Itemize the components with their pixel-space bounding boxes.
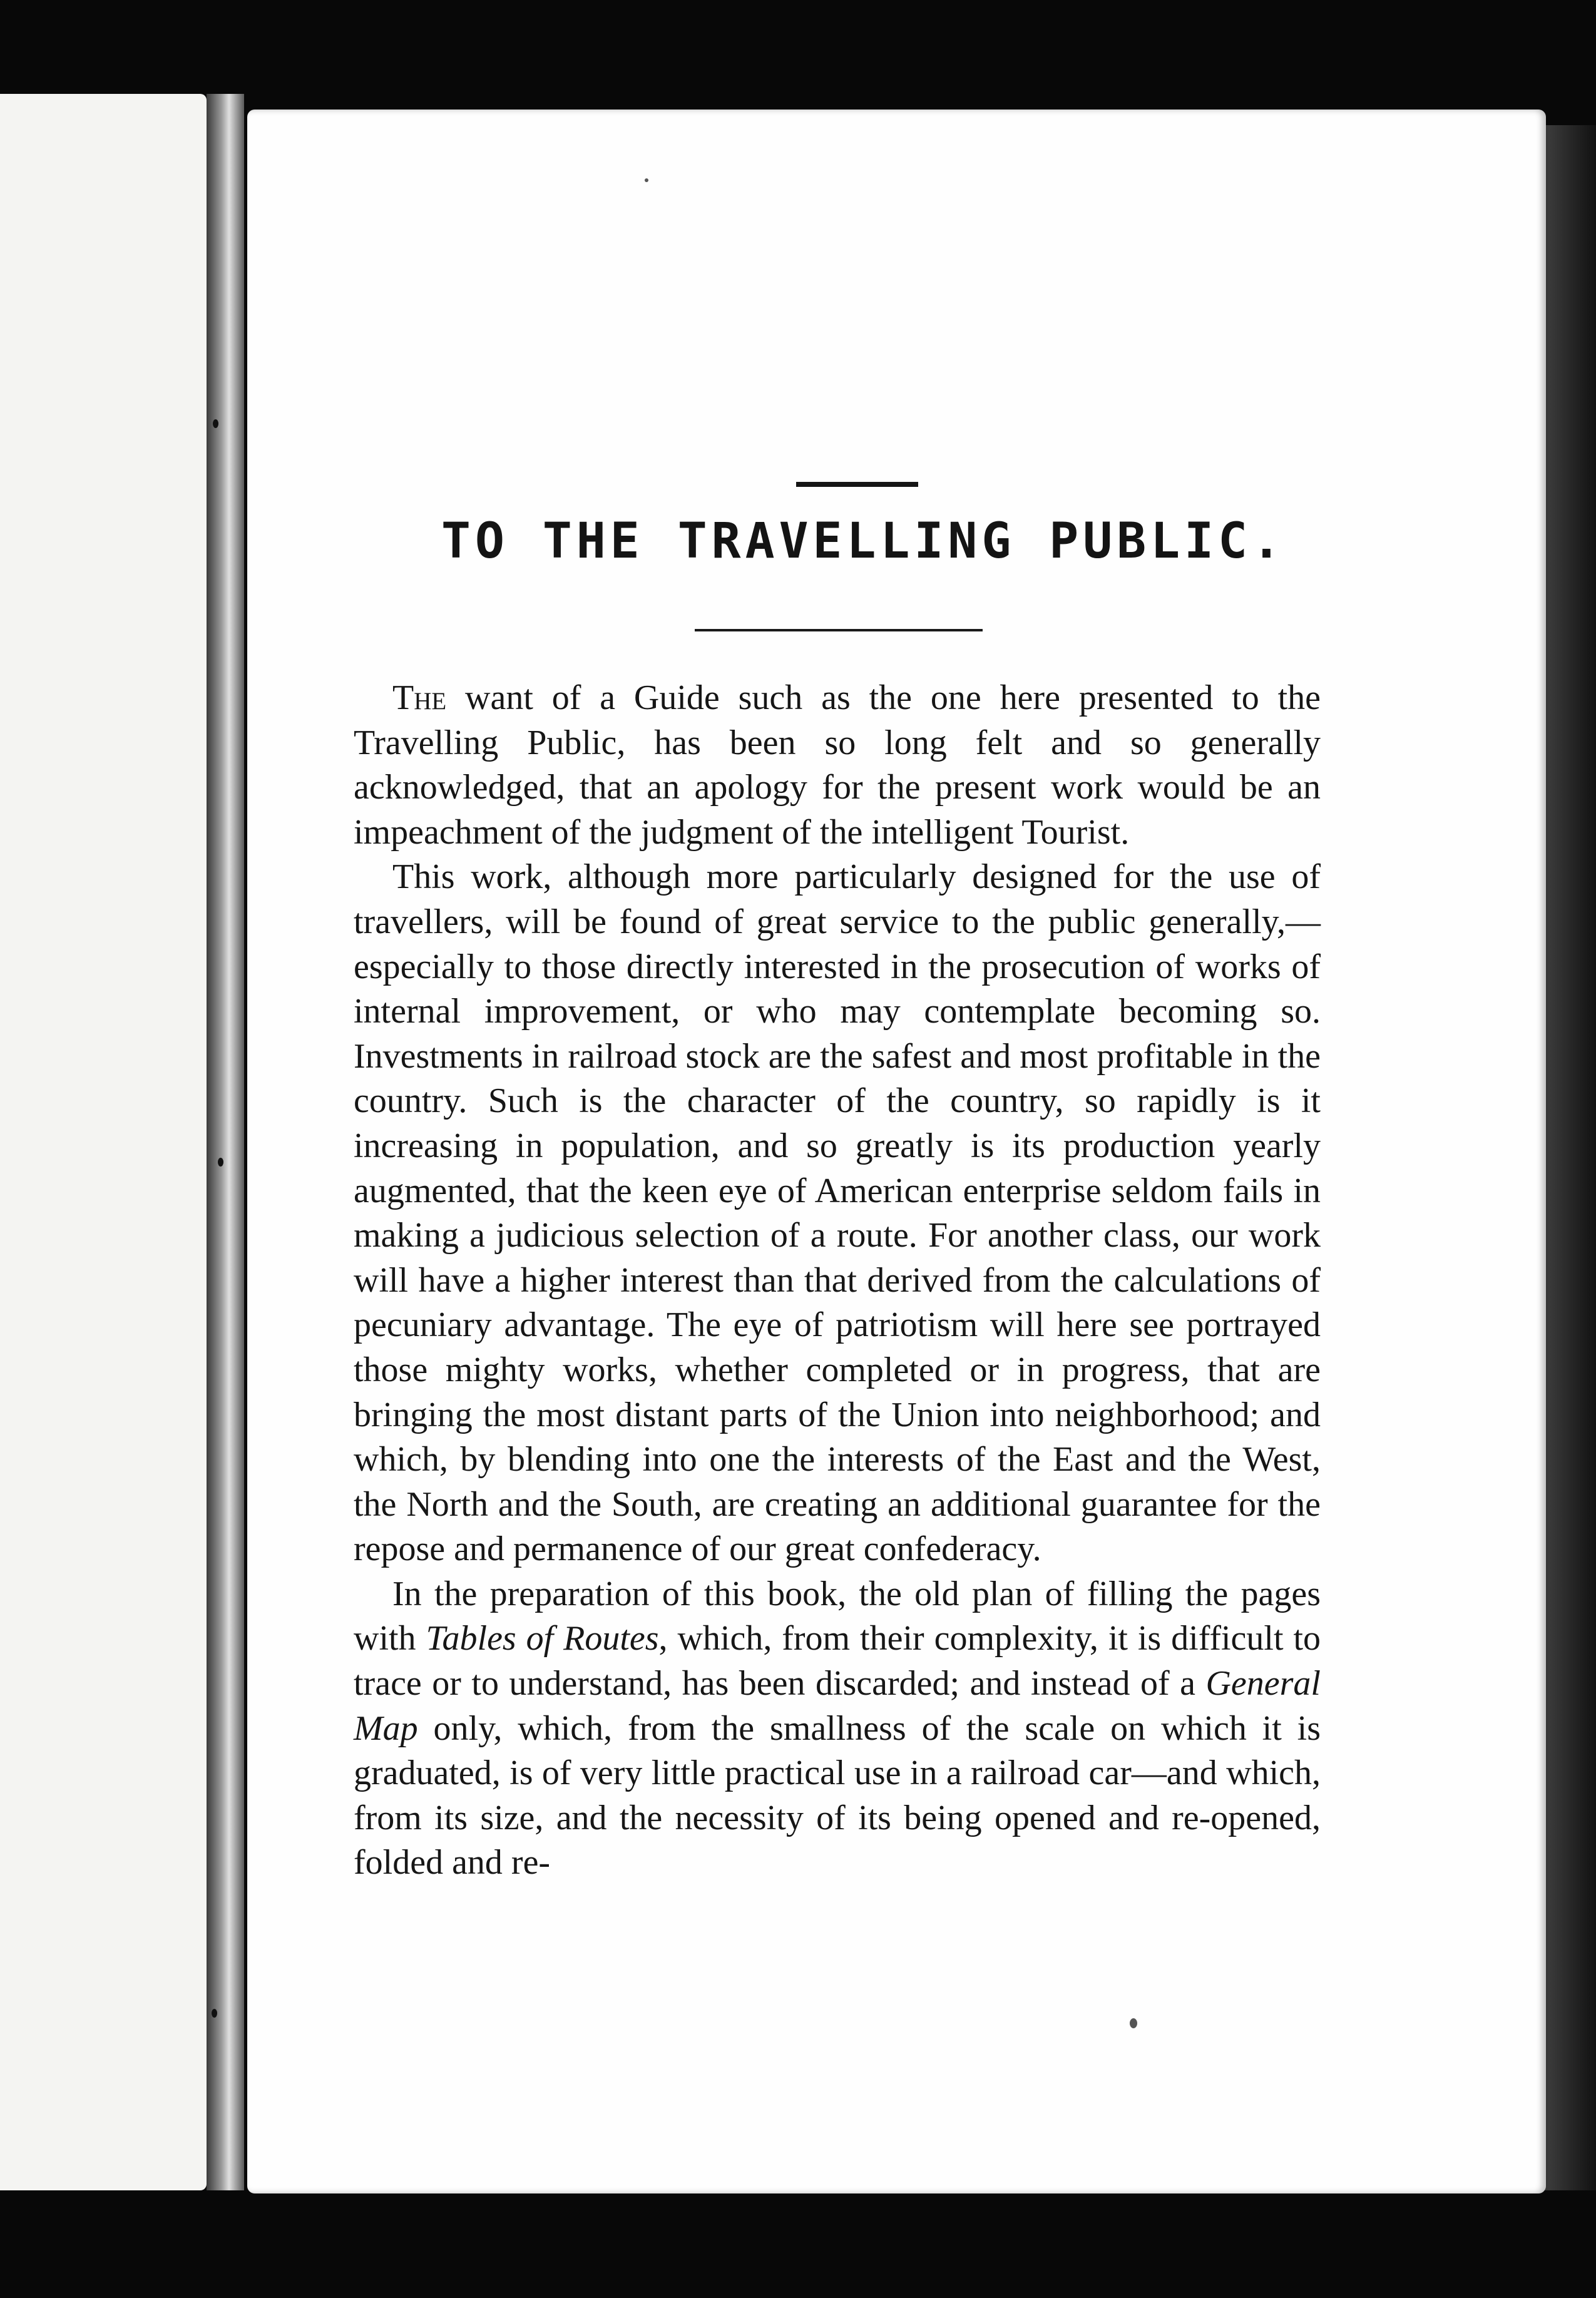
tables-of-routes-italic: Tables of Routes — [426, 1619, 659, 1658]
paragraph-3-part-2: , which, from their complexity, it is difficult to trace or to understand, has been discarded; and instead of a — [354, 1619, 1321, 1703]
paragraph-1-lead: The — [392, 678, 447, 717]
general-map-italic: General Map — [354, 1664, 1321, 1748]
paragraph-2: This work, although more particularly designed for the use of travellers, will be found of great service to the public generally,—especially to those directly interested in the prosecution of works of internal improvement, or who may contemplate becoming so. Investments in railroad stock are the safest and most profitable in the country. Such is the character of the country, so rapidly is it increasing in population, and so greatly is its production yearly augmented, that the keen eye of American enterprise seldom fails in making a judicious selection of a route. For another class, our work will have a higher interest than that derived from the calculations of pecuniary advantage. The eye of patriotism will here see portrayed those mighty works, whether completed or in progress, that are bringing the most distant parts of the Union into neighborhood; and which, by blending into one the interests of the East and the West, the North and the South, are creating an additional guarantee for the repose and permanence of our great confederacy. — [354, 857, 1321, 1569]
paragraph-3 — [354, 1572, 1321, 1886]
paragraph-3-part-3: only, which, from the smallness of the scale on which it is graduated, is of very little practical use in a railroad car—and which, from its size, and the necessity of its being opened and re-opened, folded and re- — [354, 1708, 1321, 1882]
paragraph-1-text: want of a Guide such as the one here presented to the Travelling Public, has been so long felt and so generally acknowledged, that an apology for the present work would be an impeachment of the judgment of the intelligent Tourist. — [354, 678, 1321, 852]
left-page — [0, 94, 207, 2190]
title-rule — [695, 629, 983, 631]
paragraph-1 — [354, 676, 1321, 855]
book-gutter — [207, 94, 244, 2190]
body-text — [354, 676, 1321, 1886]
page-title: TO THE TRAVELLING PUBLIC. — [441, 513, 1286, 569]
top-rule — [796, 482, 918, 487]
paragraph-3-part-1: In the preparation of this book, the old plan of filling the pages with — [354, 1574, 1321, 1658]
ink-speck — [645, 178, 648, 182]
ink-speck — [1130, 2018, 1137, 2028]
